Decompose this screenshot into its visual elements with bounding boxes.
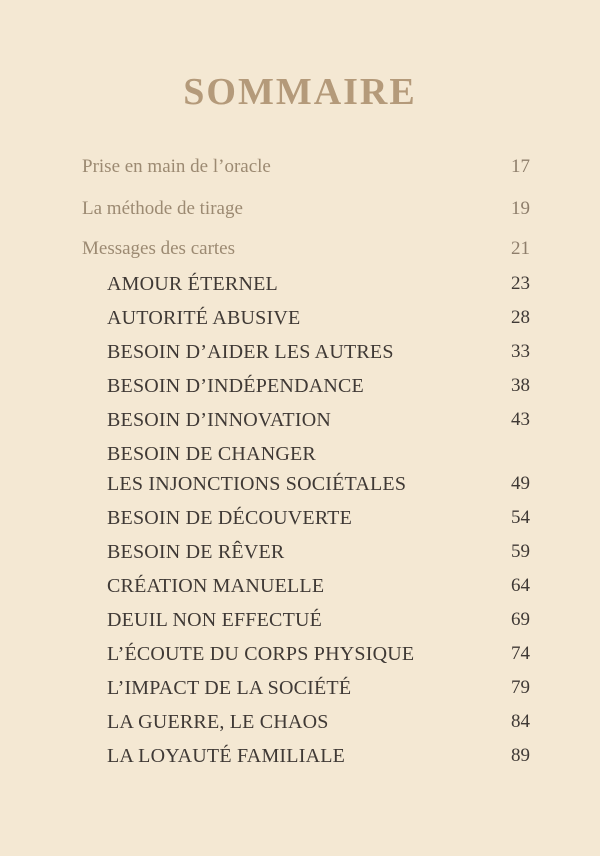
toc-entry-besoin-innovation[interactable] xyxy=(0,405,600,435)
toc-entry-page: 79 xyxy=(511,677,530,698)
toc-entry-label-line2: LES INJONCTIONS SOCIÉTALES xyxy=(107,473,407,495)
toc-entry-label: La méthode de tirage xyxy=(82,198,243,219)
toc-entry-besoin-aider-les-autres[interactable] xyxy=(0,337,600,367)
toc-entry-page: 33 xyxy=(511,341,530,362)
toc-entry-label: BESOIN D’INDÉPENDANCE xyxy=(107,375,364,397)
toc-entry-autorite-abusive[interactable] xyxy=(0,303,600,333)
toc-entry-la-guerre-le-chaos[interactable] xyxy=(0,707,600,737)
toc-entry-page: 38 xyxy=(511,375,530,396)
toc-entry-label: AMOUR ÉTERNEL xyxy=(107,273,278,295)
toc-entry-page: 49 xyxy=(511,473,530,494)
toc-entry-page: 69 xyxy=(511,609,530,630)
toc-entry-impact-de-la-societe[interactable] xyxy=(0,673,600,703)
toc-entry-label: AUTORITÉ ABUSIVE xyxy=(107,307,301,329)
toc-entry-label-line1: BESOIN DE CHANGER xyxy=(107,443,316,465)
toc-entry-amour-eternel[interactable] xyxy=(0,269,600,299)
toc-entry-label: BESOIN D’AIDER LES AUTRES xyxy=(107,341,394,363)
toc-entry-besoin-de-changer[interactable] xyxy=(0,439,600,499)
toc-entry-besoin-de-rever[interactable] xyxy=(0,537,600,567)
toc-entry-page: 59 xyxy=(511,541,530,562)
toc-entry-creation-manuelle[interactable] xyxy=(0,571,600,601)
toc-entry-label: Prise en main de l’oracle xyxy=(82,156,271,177)
toc-entry-page: 19 xyxy=(511,198,530,219)
toc-entry-page: 74 xyxy=(511,643,530,664)
toc-entry-besoin-de-decouverte[interactable] xyxy=(0,503,600,533)
toc-entry-page: 84 xyxy=(511,711,530,732)
toc-entry-page: 28 xyxy=(511,307,530,328)
toc-entry-besoin-independance[interactable] xyxy=(0,371,600,401)
toc-entry-ecoute-du-corps[interactable] xyxy=(0,639,600,669)
toc-entry-label: L’ÉCOUTE DU CORPS PHYSIQUE xyxy=(107,643,415,665)
toc-entry-page: 54 xyxy=(511,507,530,528)
toc-entry-label: Messages des cartes xyxy=(82,238,236,259)
toc-entry-label: LA LOYAUTÉ FAMILIALE xyxy=(107,745,346,767)
toc-entry-deuil-non-effectue[interactable] xyxy=(0,605,600,635)
toc-entry-prise-en-main[interactable] xyxy=(0,152,600,182)
toc-entry-label: DEUIL NON EFFECTUÉ xyxy=(107,609,323,631)
toc-entry-page: 64 xyxy=(511,575,530,596)
toc-entry-label: LA GUERRE, LE CHAOS xyxy=(107,711,329,733)
toc-entry-page: 89 xyxy=(511,745,530,766)
toc-entry-page: 21 xyxy=(511,238,530,259)
toc-entry-label: BESOIN DE RÊVER xyxy=(107,541,285,563)
toc-entry-la-loyaute-familiale[interactable] xyxy=(0,741,600,771)
page-title: SOMMAIRE xyxy=(183,71,417,113)
toc-entry-page: 43 xyxy=(511,409,530,430)
toc-entry-page: 23 xyxy=(511,273,530,294)
toc-entry-label: BESOIN D’INNOVATION xyxy=(107,409,331,431)
toc-entry-label: CRÉATION MANUELLE xyxy=(107,575,325,597)
toc-entry-page: 17 xyxy=(511,156,530,177)
toc-entry-messages-des-cartes[interactable] xyxy=(0,234,600,264)
toc-entry-label: L’IMPACT DE LA SOCIÉTÉ xyxy=(107,677,352,699)
toc-entry-methode-de-tirage[interactable] xyxy=(0,194,600,224)
toc-entry-label: BESOIN DE DÉCOUVERTE xyxy=(107,507,353,529)
